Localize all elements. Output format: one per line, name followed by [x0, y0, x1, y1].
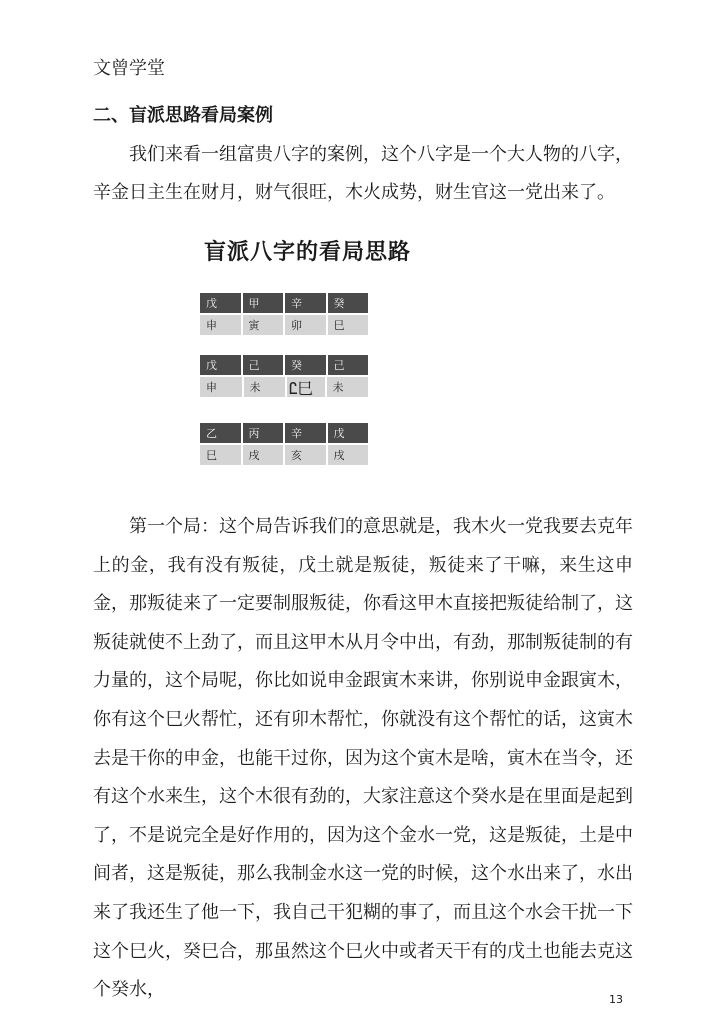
- branch-cell: 戌: [328, 445, 369, 465]
- branch-cell: 申: [200, 377, 242, 397]
- branch-cell: 巳: [328, 315, 369, 335]
- stem-cell: 戊: [328, 423, 369, 443]
- chart-branches-row: [200, 377, 368, 397]
- chart-stems-row: [200, 355, 368, 375]
- body-paragraph: [93, 508, 633, 1010]
- stem-cell: 甲: [243, 293, 284, 313]
- branch-cell: 亥: [285, 445, 326, 465]
- bazi-chart-1: [200, 293, 368, 335]
- chart-stems-row: [200, 293, 368, 313]
- stem-cell: 己: [328, 355, 369, 375]
- chart-branches-row: [200, 315, 368, 335]
- page-number: 13: [609, 993, 623, 1006]
- branch-cell: 申: [200, 315, 241, 335]
- stem-cell: 己: [243, 355, 284, 375]
- page-header: 文曾学堂: [93, 58, 165, 79]
- branch-cell: 未: [327, 377, 369, 397]
- body-text: 第一个局：这个局告诉我们的意思就是，我木火一党我要去克年上的金，我有没有叛徒，戊土就是叛徒，叛徒来了干嘛，来生这申金，那叛徒来了一定要制服叛徒，你看这甲木直接把叛徒给制了，这叛徒就使不上劲了，而且这甲木从月令中出，有劲，那制叛徒制的有力量的，这个局呢，你比如说申金跟寅木来讲，你别说申金跟寅木，你有这个巳火帮忙，还有卯木帮忙，你就没有这个帮忙的话，这寅木去是干你的申金，也能干过你，因为这个寅木是啥，寅木在当令，还有这个水来生，这个木很有劲的，大家注意这个癸水是在里面是起到了，不是说完全是好作用的，因为这个金水一党，这是叛徒，土是中间者，这是叛徒，那么我制金水这一党的时候，这个水出来了，水出来了我还生了他一下，我自己干犯糊的事了，而且这个水会干扰一下这个巳火，癸巳合，那虽然这个巳火中或者天干有的戊土也能去克这个癸水，: [93, 516, 633, 1001]
- stem-cell: 癸: [328, 293, 369, 313]
- section-title: 二、盲派思路看局案例: [93, 105, 273, 126]
- chart-stems-row: [200, 423, 368, 443]
- stem-cell: 辛: [285, 423, 326, 443]
- branch-cell: 卯: [285, 315, 326, 335]
- branch-cell: 未: [244, 377, 286, 397]
- figure-title: 盲派八字的看局思路: [204, 240, 412, 265]
- chart-branches-row: [200, 445, 368, 465]
- intro-text: 我们来看一组富贵八字的案例，这个八字是一个大人物的八字，辛金日主生在财月，财气很旺，木火成势，财生官这一党出来了。: [93, 144, 633, 203]
- branch-cell: 巳: [200, 445, 241, 465]
- intro-paragraph: [93, 136, 633, 212]
- stem-cell: 癸: [285, 355, 326, 375]
- bazi-chart-3: [200, 423, 368, 465]
- branch-cell: 戌: [243, 445, 284, 465]
- bazi-chart-2: [200, 355, 368, 397]
- stem-cell: 辛: [285, 293, 326, 313]
- stem-cell: 戊: [200, 293, 241, 313]
- branch-cell: 寅: [243, 315, 284, 335]
- stem-cell: 丙: [243, 423, 284, 443]
- branch-cell-handwritten: Ꮭ巳: [287, 377, 325, 397]
- stem-cell: 戊: [200, 355, 241, 375]
- stem-cell: 乙: [200, 423, 241, 443]
